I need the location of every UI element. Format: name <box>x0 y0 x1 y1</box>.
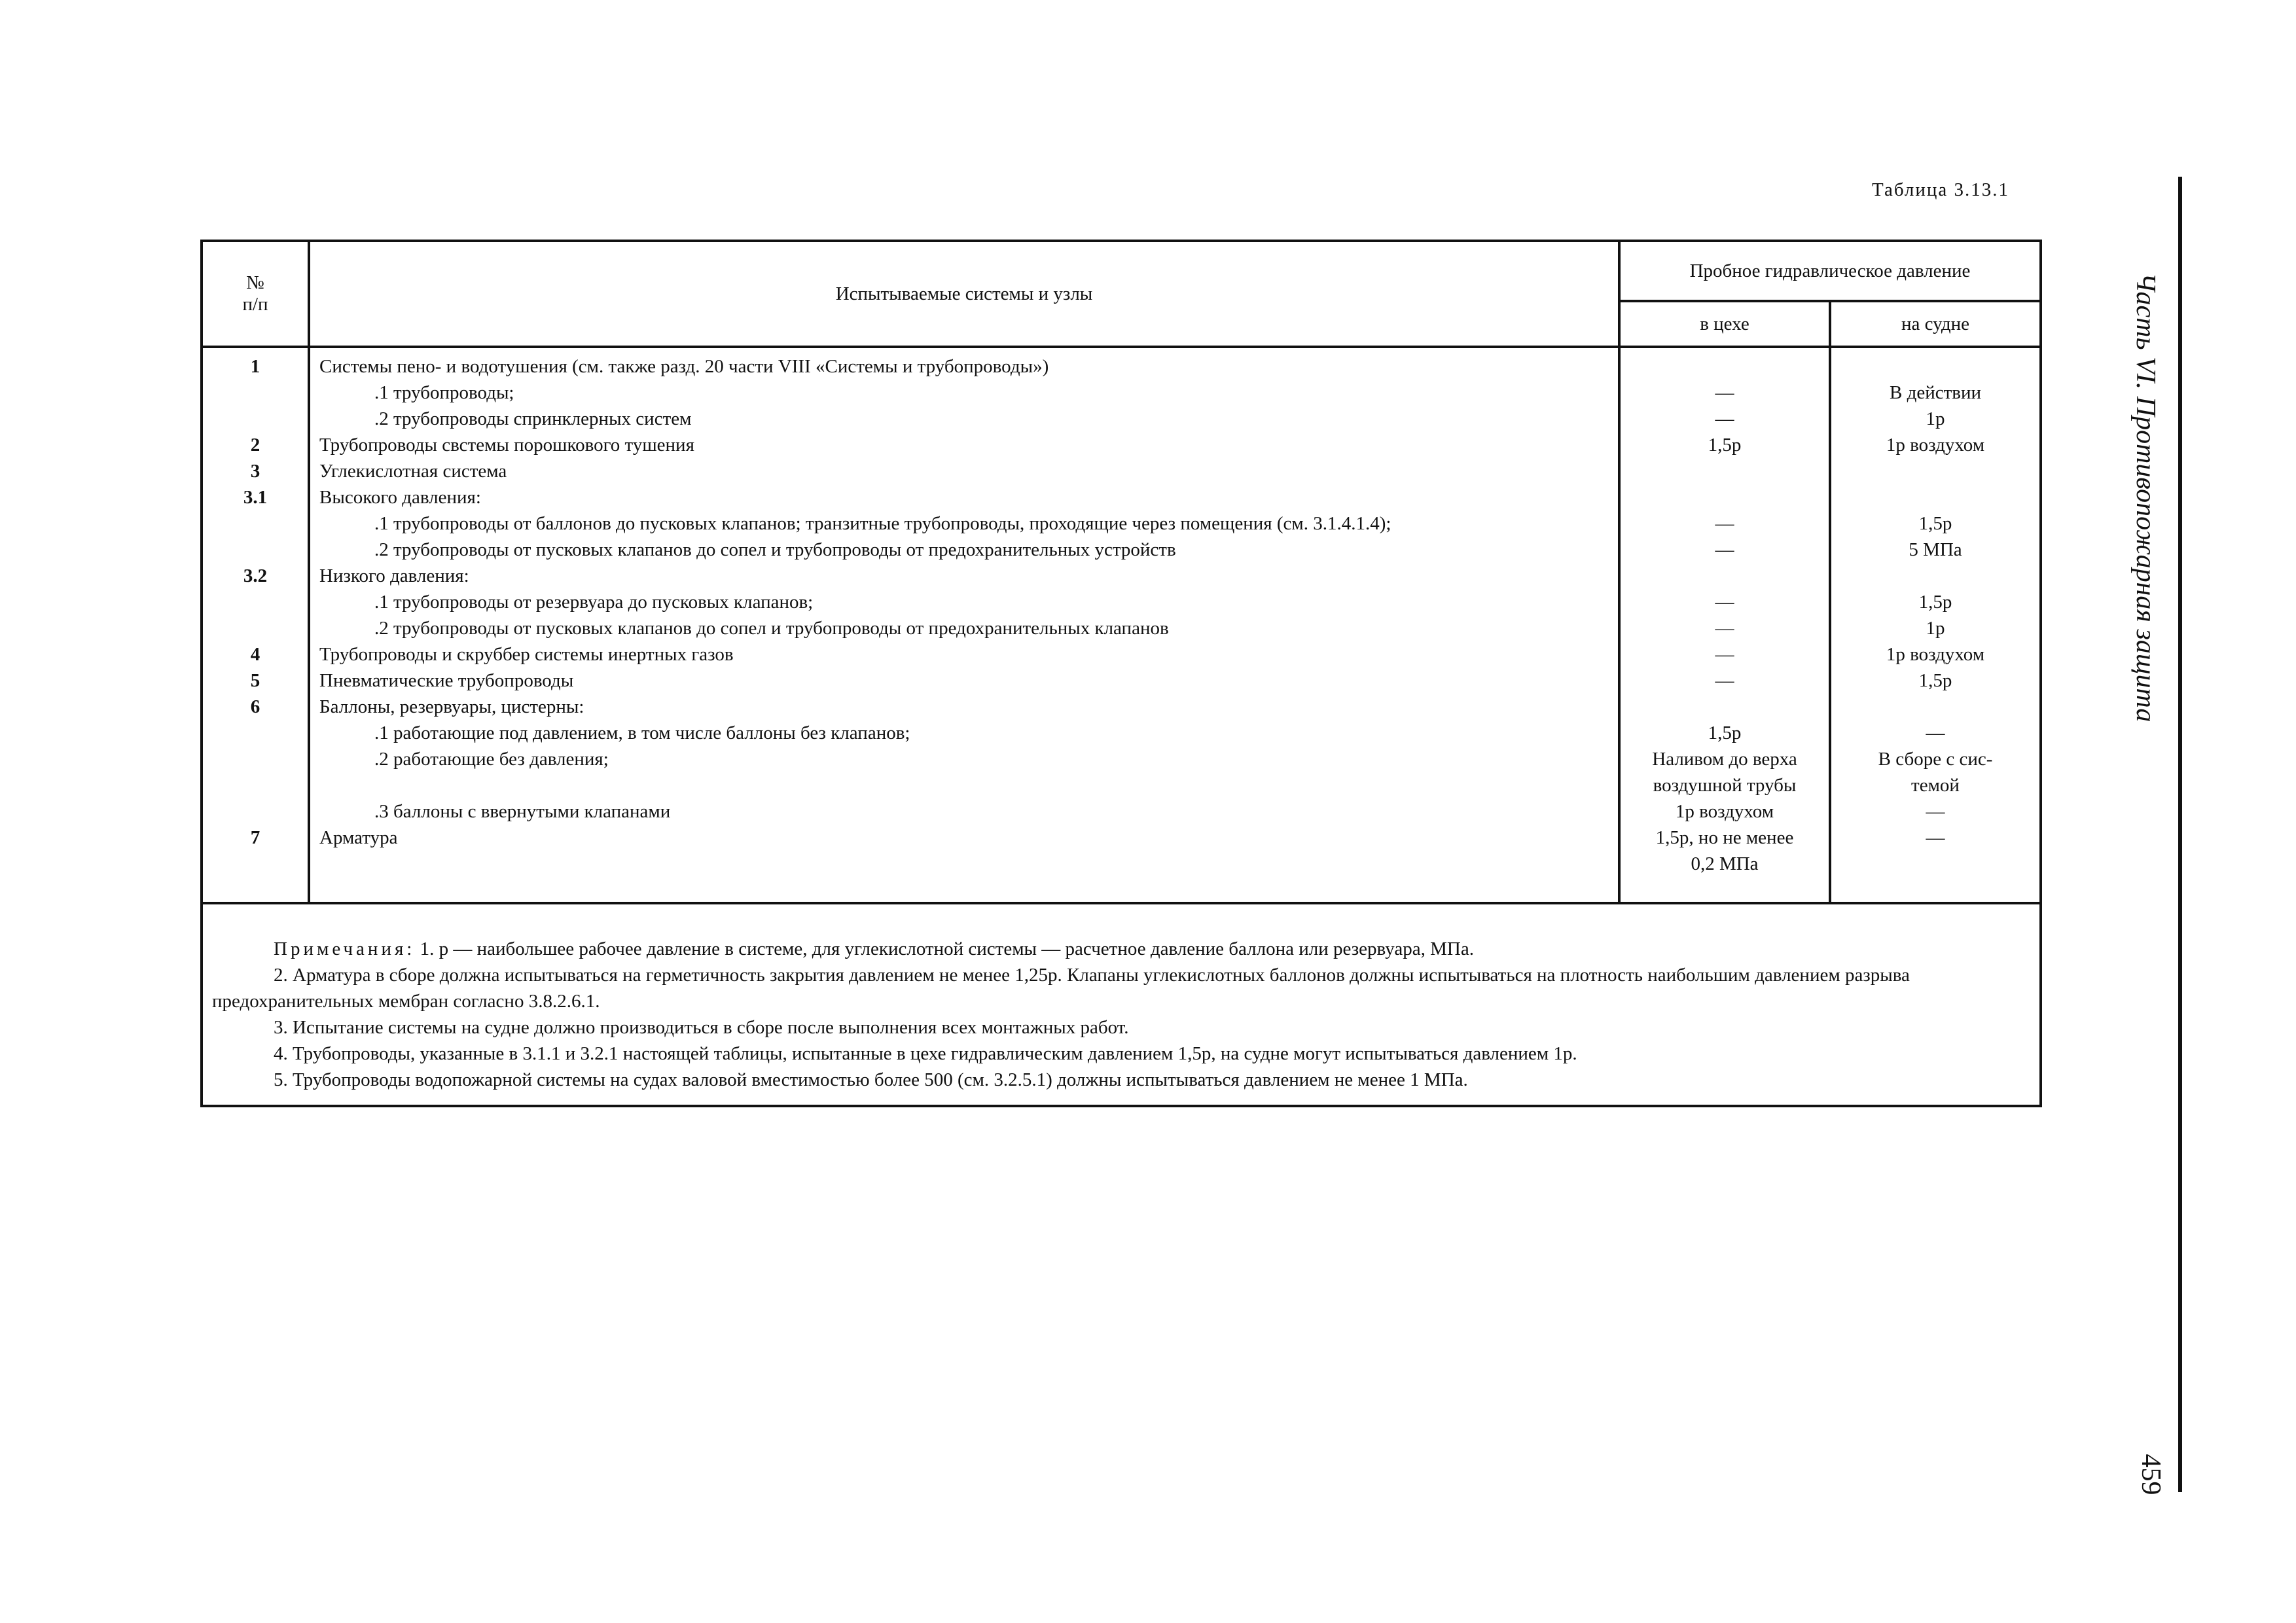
row-number <box>203 380 308 406</box>
row-workshop-pressure: 1p воздухом <box>1675 801 1774 822</box>
row-description: Арматура <box>319 827 398 848</box>
row-number <box>203 746 308 772</box>
col-pressure-header: Пробное гидравлическое давление <box>1619 241 2041 301</box>
row-description: Низкого давления: <box>319 565 469 586</box>
row-description: Трубопроводы и скруббер системы инертных газов <box>319 644 734 665</box>
note-2: 2. Арматура в сборе должна испытываться на герметичность закрытия давлением не менее 1,25p. Клапаны углекислотных баллонов должны испытываться на плотность наибольшим давлением разрыва предохранительных мембран согласно 3.8.2.6.1. <box>212 965 1910 1012</box>
row-ship-pressure: — <box>1926 801 1945 822</box>
row-description: .3 баллоны с ввернутыми клапанами <box>374 801 671 822</box>
row-description: .2 трубопроводы от пусковых клапанов до сопел и трубопроводы от предохранительных клапанов <box>374 618 1169 639</box>
row-ship-pressure: 1p <box>1926 408 1945 429</box>
row-description <box>310 851 1618 877</box>
row-number <box>203 537 308 563</box>
row-number <box>203 772 308 798</box>
col-num-header: № п/п <box>202 241 309 347</box>
side-title: Часть VI. Противопожарная защита <box>2130 272 2161 722</box>
row-workshop-pressure <box>1621 694 1829 720</box>
row-number <box>203 510 308 537</box>
note-5: 5. Трубопроводы водопожарной системы на судах валовой вместимостью более 500 (см. 3.2.5.1) должны испытываться давлением не менее 1 МПа. <box>274 1069 1468 1090</box>
row-ship-pressure <box>1831 563 2039 589</box>
row-workshop-pressure: — <box>1715 539 1734 560</box>
row-workshop-pressure: — <box>1715 408 1734 429</box>
row-workshop-pressure: Наливом до верха <box>1652 749 1797 770</box>
row-number: 3.1 <box>243 487 268 508</box>
row-description: Трубопроводы свстемы порошкового тушения <box>319 435 694 455</box>
row-ship-pressure: 1,5p <box>1918 513 1952 534</box>
notes-label: Примечания: <box>274 938 416 959</box>
side-rule <box>2178 177 2182 1492</box>
note-4: 4. Трубопроводы, указанные в 3.1.1 и 3.2.1 настоящей таблицы, испытанные в цехе гидравлическим давлением 1,5p, на судне могут испытываться давлением 1p. <box>274 1043 1577 1064</box>
col-systems-header: Испытываемые системы и узлы <box>309 241 1619 347</box>
ship-column <box>1830 347 2041 903</box>
row-ship-pressure: 5 МПа <box>1909 539 1962 560</box>
row-workshop-pressure: 1,5p <box>1708 435 1742 455</box>
row-workshop-pressure: — <box>1715 513 1734 534</box>
row-number: 1 <box>250 356 260 377</box>
pressure-test-table <box>200 240 2042 1107</box>
workshop-column <box>1619 347 1830 903</box>
row-description: .2 трубопроводы от пусковых клапанов до сопел и трубопроводы от предохранительных устройств <box>374 539 1176 560</box>
row-ship-pressure: 1p воздухом <box>1886 644 1985 665</box>
row-ship-pressure: — <box>1926 827 1945 848</box>
row-ship-pressure: 1p <box>1926 618 1945 639</box>
row-ship-pressure: В действии <box>1889 382 1981 403</box>
row-workshop-pressure: 0,2 МПа <box>1691 853 1759 874</box>
row-number: 4 <box>250 644 260 665</box>
row-number <box>203 589 308 615</box>
row-description: .1 трубопроводы от баллонов до пусковых клапанов; транзитные трубопроводы, проходящие через помещения (см. 3.1.4.1.4); <box>374 513 1391 534</box>
row-description: Системы пено- и водотушения (см. также разд. 20 части VIII «Системы и трубопроводы») <box>319 356 1049 377</box>
row-workshop-pressure <box>1621 484 1829 510</box>
row-description: Высокого давления: <box>319 487 481 508</box>
row-ship-pressure: — <box>1926 722 1945 743</box>
row-number: 6 <box>250 696 260 717</box>
row-workshop-pressure: — <box>1715 592 1734 613</box>
note-1: Примечания: 1. p — наибольшее рабочее давление в системе, для углекислотной системы — расчетное давление баллона или резервуара, МПа. <box>274 938 1474 959</box>
row-number <box>203 406 308 432</box>
row-ship-pressure: 1,5p <box>1918 592 1952 613</box>
note-3: 3. Испытание системы на судне должно производиться в сборе после выполнения всех монтажных работ. <box>274 1017 1129 1038</box>
row-number: 2 <box>250 435 260 455</box>
row-workshop-pressure <box>1621 563 1829 589</box>
row-workshop-pressure <box>1621 458 1829 484</box>
row-ship-pressure <box>1831 353 2039 380</box>
row-number: 7 <box>250 827 260 848</box>
row-number <box>203 851 308 877</box>
row-description: .2 работающие без давления; <box>374 749 609 770</box>
row-description: .1 работающие под давлением, в том числе баллоны без клапанов; <box>374 722 910 743</box>
row-number <box>203 720 308 746</box>
row-number <box>203 798 308 825</box>
row-workshop-pressure: воздушной трубы <box>1653 775 1797 796</box>
row-description: .1 трубопроводы; <box>374 382 514 403</box>
row-number: 3 <box>250 461 260 482</box>
row-description: Баллоны, резервуары, цистерны: <box>319 696 584 717</box>
table-caption: Таблица 3.13.1 <box>1872 179 2010 200</box>
row-number: 3.2 <box>243 565 268 586</box>
row-workshop-pressure: — <box>1715 644 1734 665</box>
row-description: .1 трубопроводы от резервуара до пусковых клапанов; <box>374 592 814 613</box>
col-ship-header: на судне <box>1830 301 2041 347</box>
num-column <box>202 347 309 903</box>
row-workshop-pressure: — <box>1715 618 1734 639</box>
row-workshop-pressure: — <box>1715 670 1734 691</box>
row-ship-pressure: 1p воздухом <box>1886 435 1985 455</box>
row-workshop-pressure: 1,5p <box>1708 722 1742 743</box>
row-ship-pressure <box>1831 484 2039 510</box>
row-ship-pressure <box>1831 458 2039 484</box>
row-description <box>310 772 1618 798</box>
side-header <box>2130 177 2182 1495</box>
notes-block <box>202 903 2041 1106</box>
row-workshop-pressure: 1,5p, но не менее <box>1655 827 1794 848</box>
row-workshop-pressure <box>1621 353 1829 380</box>
row-ship-pressure: 1,5p <box>1918 670 1952 691</box>
row-workshop-pressure: — <box>1715 382 1734 403</box>
row-ship-pressure: В сборе с сис- <box>1878 749 1993 770</box>
row-ship-pressure <box>1831 694 2039 720</box>
row-description: Углекислотная система <box>319 461 507 482</box>
systems-column <box>309 347 1619 903</box>
row-number <box>203 615 308 641</box>
row-ship-pressure: темой <box>1911 775 1960 796</box>
row-ship-pressure <box>1831 851 2039 877</box>
col-workshop-header: в цехе <box>1619 301 1830 347</box>
row-description: Пневматические трубопроводы <box>319 670 574 691</box>
row-description: .2 трубопроводы спринклерных систем <box>374 408 692 429</box>
row-number: 5 <box>250 670 260 691</box>
page-number: 459 <box>2136 1454 2166 1495</box>
